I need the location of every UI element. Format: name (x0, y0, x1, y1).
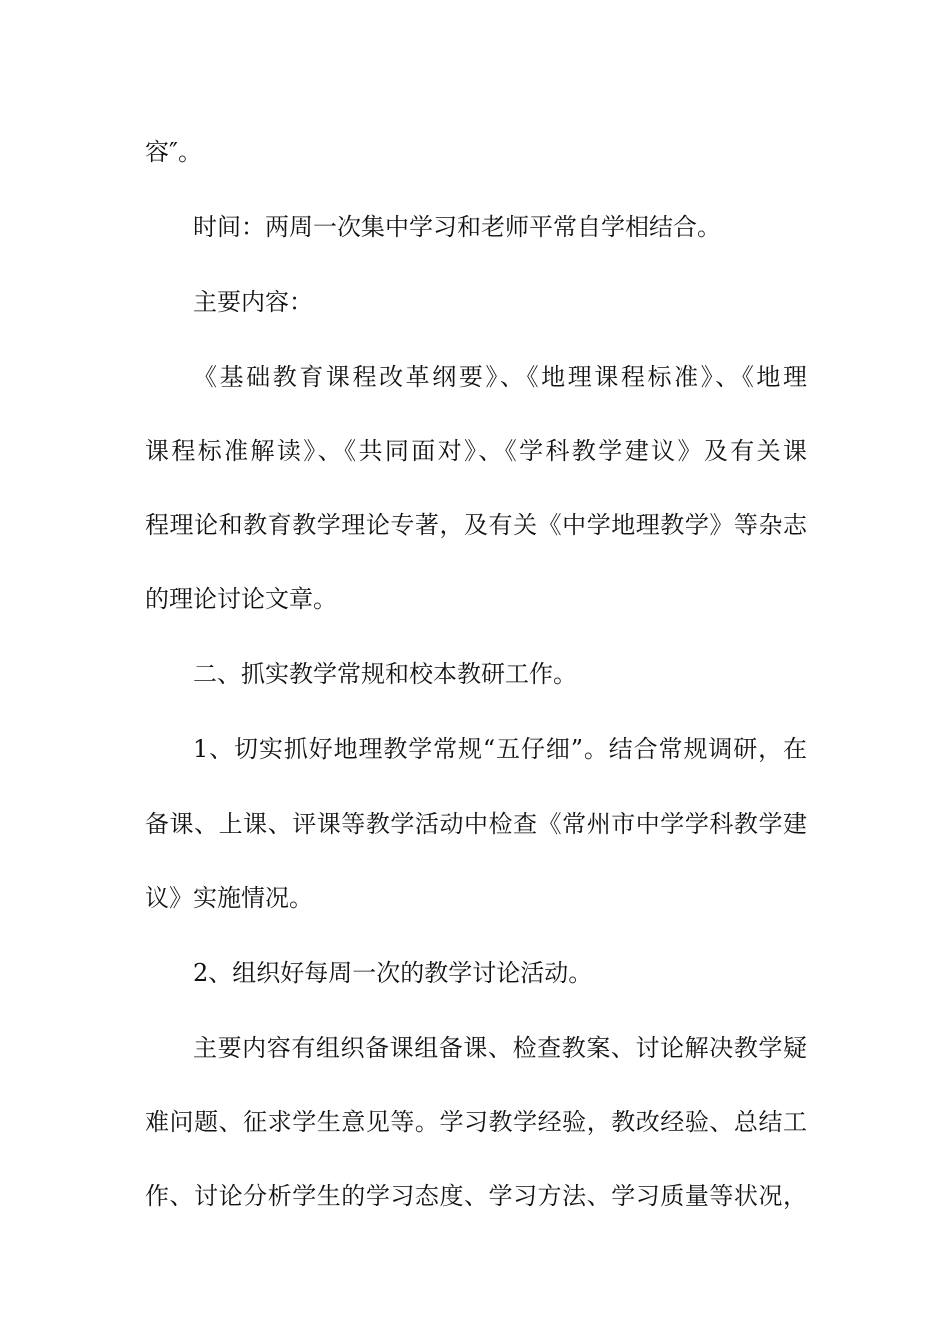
text-line: 备课、上课、评课等教学活动中检查《常州市中学学科教学建 (145, 810, 807, 838)
text-line: 《基础教育课程改革纲要》、《地理课程标准》、《地理 (193, 363, 807, 391)
section-heading: 二、抓实教学常规和校本教研工作。 (193, 660, 577, 688)
text-line: 议》实施情况。 (145, 884, 313, 912)
list-item: 2、组织好每周一次的教学讨论活动。 (193, 959, 593, 987)
text-line: 课程标准解读》、《共同面对》、《学科教学建议》及有关课 (145, 437, 807, 465)
text-line: 程理论和教育教学理论专著，及有关《中学地理教学》等杂志 (145, 511, 807, 539)
text-line: 容″。 (145, 138, 202, 166)
text-line: 的理论讨论文章。 (145, 585, 337, 613)
text-line: 作、讨论分析学生的学习态度、学习方法、学习质量等状况， (145, 1182, 807, 1210)
paragraph-heading-main-content: 主要内容： (193, 288, 313, 316)
text-line: 主要内容有组织备课组备课、检查教案、讨论解决教学疑 (193, 1034, 807, 1062)
paragraph-time: 时间：两周一次集中学习和老师平常自学相结合。 (193, 213, 721, 241)
text-line: 1、切实抓好地理教学常规“五仔细”。结合常规调研，在 (193, 735, 807, 763)
text-line: 难问题、征求学生意见等。学习教学经验，教改经验、总结工 (145, 1108, 807, 1136)
